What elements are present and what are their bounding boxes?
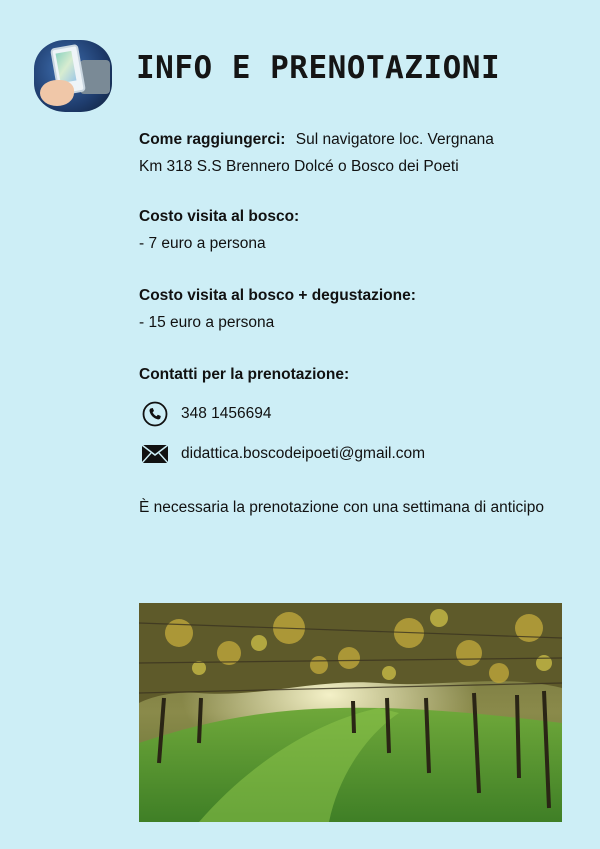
logo-hand bbox=[40, 80, 74, 106]
cost-visit-tasting-section bbox=[139, 282, 564, 336]
cost-visit-tasting-label: Costo visita al bosco + degustazione: bbox=[139, 287, 416, 304]
contacts-section bbox=[139, 361, 564, 388]
directions-text-1: Sul navigatore loc. Vergnana bbox=[295, 131, 494, 148]
header-logo bbox=[34, 40, 112, 112]
contacts-label: Contatti per la prenotazione: bbox=[139, 366, 350, 383]
contact-phone-row bbox=[141, 400, 272, 428]
cost-visit-label: Costo visita al bosco: bbox=[139, 208, 300, 225]
directions-section bbox=[139, 126, 564, 180]
contact-email-text[interactable]: didattica.boscodeipoeti@gmail.com bbox=[181, 445, 426, 462]
vineyard-photo bbox=[139, 603, 562, 822]
directions-text-2: Km 318 S.S Brennero Dolcé o Bosco dei Poeti bbox=[139, 158, 459, 175]
cost-visit-section bbox=[139, 203, 564, 257]
envelope-icon bbox=[141, 440, 169, 468]
directions-label: Come raggiungerci: bbox=[139, 131, 286, 148]
phone-icon bbox=[141, 400, 169, 428]
booking-note: È necessaria la prenotazione con una settimana di anticipo bbox=[139, 499, 544, 516]
cost-visit-tasting-value: - 15 euro a persona bbox=[139, 314, 275, 331]
cost-visit-value: - 7 euro a persona bbox=[139, 235, 266, 252]
contact-phone-text[interactable]: 348 1456694 bbox=[181, 405, 272, 422]
contact-email-row bbox=[141, 440, 425, 468]
page-title: INFO E PRENOTAZIONI bbox=[136, 50, 501, 86]
